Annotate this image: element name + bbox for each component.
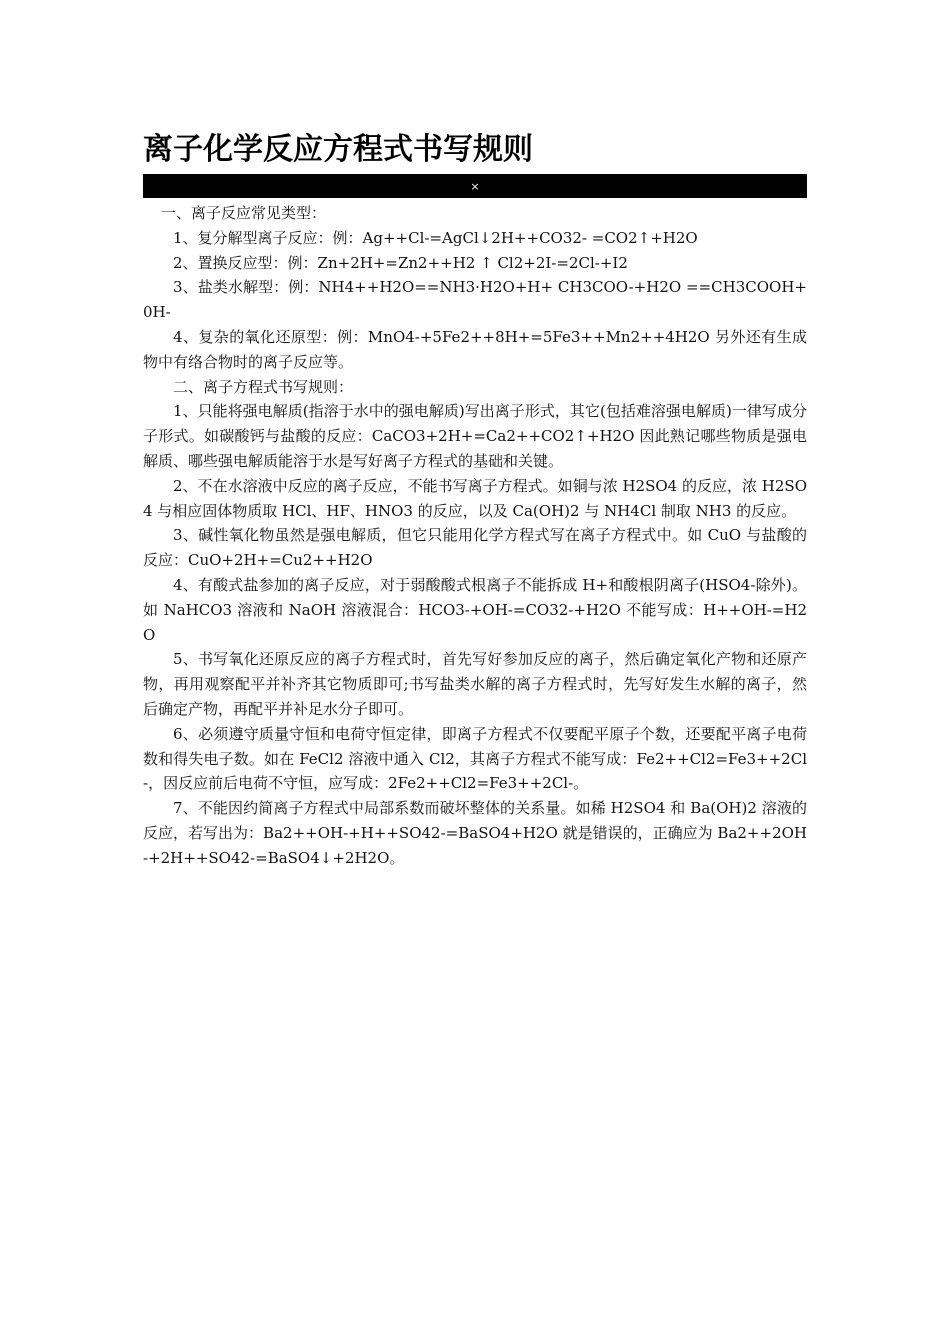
paragraph-rule-6: 6、必须遵守质量守恒和电荷守恒定律，即离子方程式不仅要配平原子个数，还要配平离子电荷数和得失电子数。如在 FeCl2 溶液中通入 Cl2，其离子方程式不能写成：Fe2++Cl2=Fe3++2Cl-，因反应前后电荷不守恒，应写成：2Fe2++Cl2=Fe3++2Cl-。 <box>143 724 807 793</box>
black-banner-bar <box>143 174 807 198</box>
paragraph-rule-3: 3、碱性氧化物虽然是强电解质，但它只能用化学方程式写在离子方程式中。如 CuO 与盐酸的反应：CuO+2H+=Cu2++H2O <box>143 526 807 570</box>
section-heading-reaction-types: 一、离子反应常见类型： <box>161 204 327 222</box>
paragraph-type-4: 4、复杂的氧化还原型：例：MnO4-+5Fe2++8H+=5Fe3++Mn2++4H2O 另外还有生成物中有络合物时的离子反应等。 <box>143 327 807 371</box>
paragraph-rule-2: 2、不在水溶液中反应的离子反应，不能书写离子方程式。如铜与浓 H2SO4 的反应，浓 H2SO4 与相应固体物质取 HCl、HF、HNO3 的反应，以及 Ca(OH)2 与 NH4Cl 制取 NH3 的反应。 <box>143 476 807 520</box>
paragraph-rule-4: 4、有酸式盐参加的离子反应，对于弱酸酸式根离子不能拆成 H+和酸根阴离子(HSO4-除外)。 如 NaHCO3 溶液和 NaOH 溶液混合：HCO3-+OH-=CO32-+H2O 不能写成：H++OH-=H2O <box>143 575 807 644</box>
paragraph-type-1: 1、复分解型离子反应：例：Ag++Cl-=AgCl↓2H++CO32- =CO2↑+H2O <box>173 228 698 247</box>
close-icon[interactable]: × <box>470 179 480 193</box>
paragraph-rule-1: 1、只能将强电解质(指溶于水中的强电解质)写出离子形式，其它(包括难溶强电解质)一律写成分子形式。如碳酸钙与盐酸的反应：CaCO3+2H+=Ca2++CO2↑+H2O 因此熟记哪些物质是强电解质、哪些强电解质能溶于水是写好离子方程式的基础和关键。 <box>143 402 807 470</box>
document-title: 离子化学反应方程式书写规则 <box>143 132 533 167</box>
document-body <box>143 201 807 871</box>
paragraph-type-2: 2、置换反应型：例：Zn+2H+=Zn2++H2 ↑ Cl2+2I-=2Cl-+I2 <box>173 253 628 272</box>
paragraph-rule-5: 5、书写氧化还原反应的离子方程式时，首先写好参加反应的离子，然后确定氧化产物和还原产物，再用观察配平并补齐其它物质即可;书写盐类水解的离子方程式时，先写好发生水解的离子，然后确定产物，再配平并补足水分子即可。 <box>143 650 807 718</box>
paragraph-rule-7: 7、不能因约简离子方程式中局部系数而破坏整体的关系量。如稀 H2SO4 和 Ba(OH)2 溶液的反应，若写出为：Ba2++OH-+H++SO42-=BaSO4+H2O 就是错误的，正确应为 Ba2++2OH-+2H++SO42-=BaSO4↓+2H2O。 <box>143 799 807 867</box>
paragraph-type-3: 3、盐类水解型：例：NH4++H2O==NH3·H2O+H+ CH3COO-+H2O ==CH3COOH+0H- <box>143 278 807 322</box>
section-heading-writing-rules: 二、离子方程式书写规则： <box>173 377 354 396</box>
